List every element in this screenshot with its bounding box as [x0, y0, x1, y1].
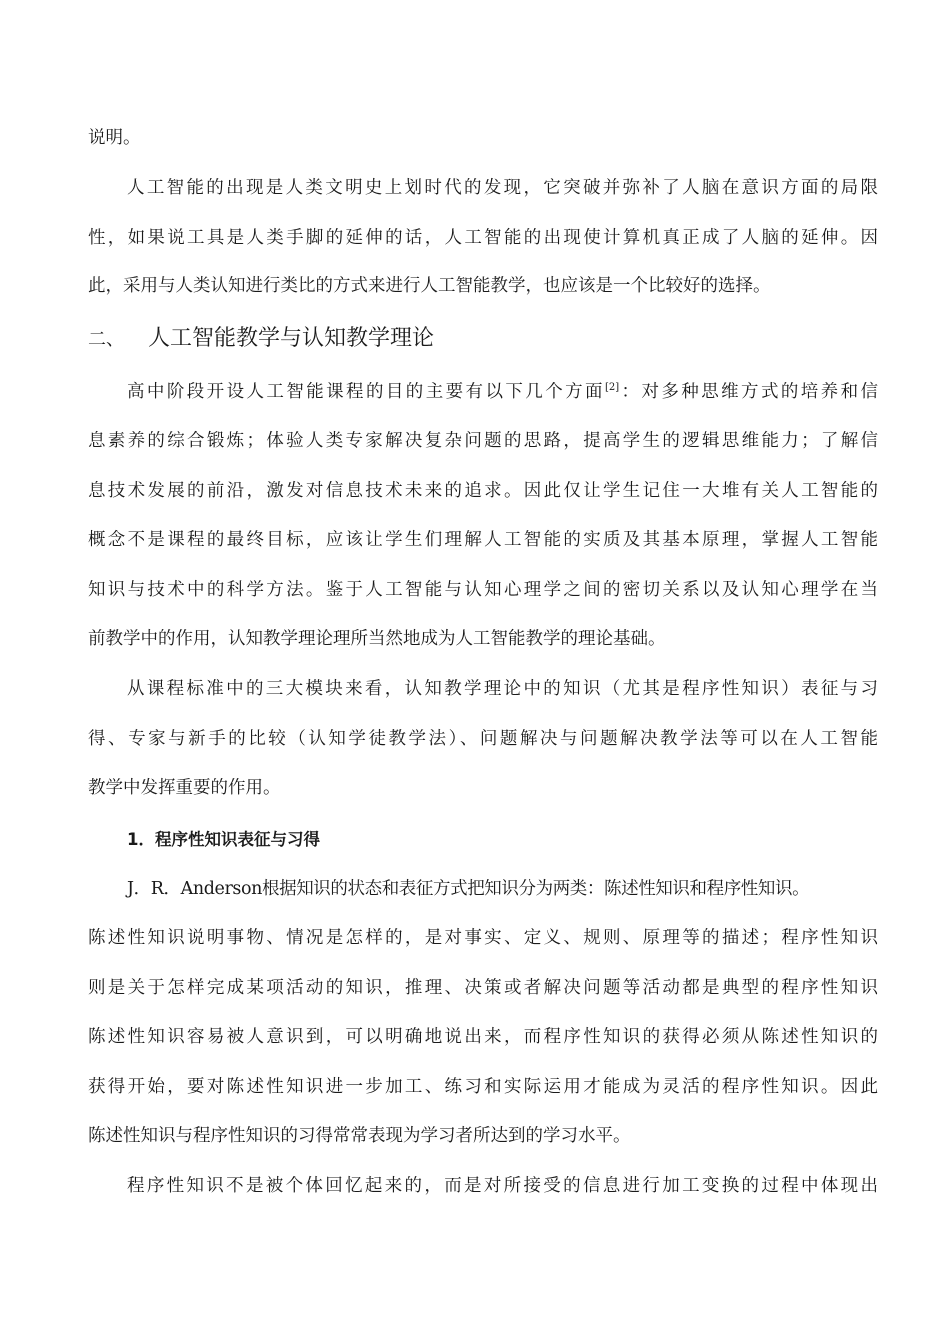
paragraph-line: 性，如果说工具是人类手脚的延伸的话，人工智能的出现使计算机真正成了人脑的延伸。因 [88, 228, 878, 248]
paragraph-line: 说明。 [88, 128, 141, 148]
section-number: 二、 [88, 329, 124, 350]
paragraph-line: 陈述性知识与程序性知识的习得常常表现为学习者所达到的学习水平。 [88, 1126, 631, 1146]
section-heading [88, 325, 434, 354]
paragraph-line: 教学中发挥重要的作用。 [88, 778, 281, 798]
paragraph-text: 高中阶段开设人工智能课程的目的主要有以下几个方面 [127, 382, 605, 402]
paragraph-line: 得、专家与新手的比较（认知学徒教学法）、问题解决与问题解决教学法等可以在人工智能 [88, 729, 878, 749]
paragraph-line: 知识与技术中的科学方法。鉴于人工智能与认知心理学之间的密切关系以及认知心理学在当 [88, 580, 878, 600]
subsection-heading: 1．程序性知识表征与习得 [127, 830, 320, 849]
paragraph-line: 概念不是课程的最终目标，应该让学生们理解人工智能的实质及其基本原理，掌握人工智能 [88, 530, 878, 550]
paragraph-line: 人工智能的出现是人类文明史上划时代的发现，它突破并弥补了人脑在意识方面的局限 [127, 178, 878, 198]
paragraph-line: J．R．Anderson根据知识的状态和表征方式把知识分为两类：陈述性知识和程序性知识。 [127, 879, 810, 899]
paragraph-line: 获得开始，要对陈述性知识进一步加工、练习和实际运用才能成为灵活的程序性知识。因此 [88, 1077, 878, 1097]
paragraph-line: 从课程标准中的三大模块来看，认知教学理论中的知识（尤其是程序性知识）表征与习 [127, 679, 878, 699]
paragraph-line: 息技术发展的前沿，激发对信息技术未来的追求。因此仅让学生记住一大堆有关人工智能的 [88, 481, 878, 501]
section-title: 人工智能教学与认知教学理论 [148, 326, 435, 351]
paragraph-text: ：对多种思维方式的培养和信 [619, 382, 879, 402]
paragraph-line: 陈述性知识容易被人意识到，可以明确地说出来，而程序性知识的获得必须从陈述性知识的 [88, 1027, 878, 1047]
paragraph-line: 此，采用与人类认知进行类比的方式来进行人工智能教学，也应该是一个比较好的选择。 [88, 276, 771, 296]
paragraph-line [127, 380, 878, 404]
paragraph-line: 程序性知识不是被个体回忆起来的，而是对所接受的信息进行加工变换的过程中体现出 [127, 1176, 878, 1196]
paragraph-line: 陈述性知识说明事物、情况是怎样的，是对事实、定义、规则、原理等的描述；程序性知识 [88, 928, 878, 948]
citation-mark: [2] [604, 382, 620, 394]
paragraph-line: 息素养的综合锻炼；体验人类专家解决复杂问题的思路，提高学生的逻辑思维能力；了解信 [88, 431, 878, 451]
paragraph-line: 则是关于怎样完成某项活动的知识，推理、决策或者解决问题等活动都是典型的程序性知识 [88, 978, 878, 998]
paragraph-line: 前教学中的作用，认知教学理论理所当然地成为人工智能教学的理论基础。 [88, 629, 666, 649]
